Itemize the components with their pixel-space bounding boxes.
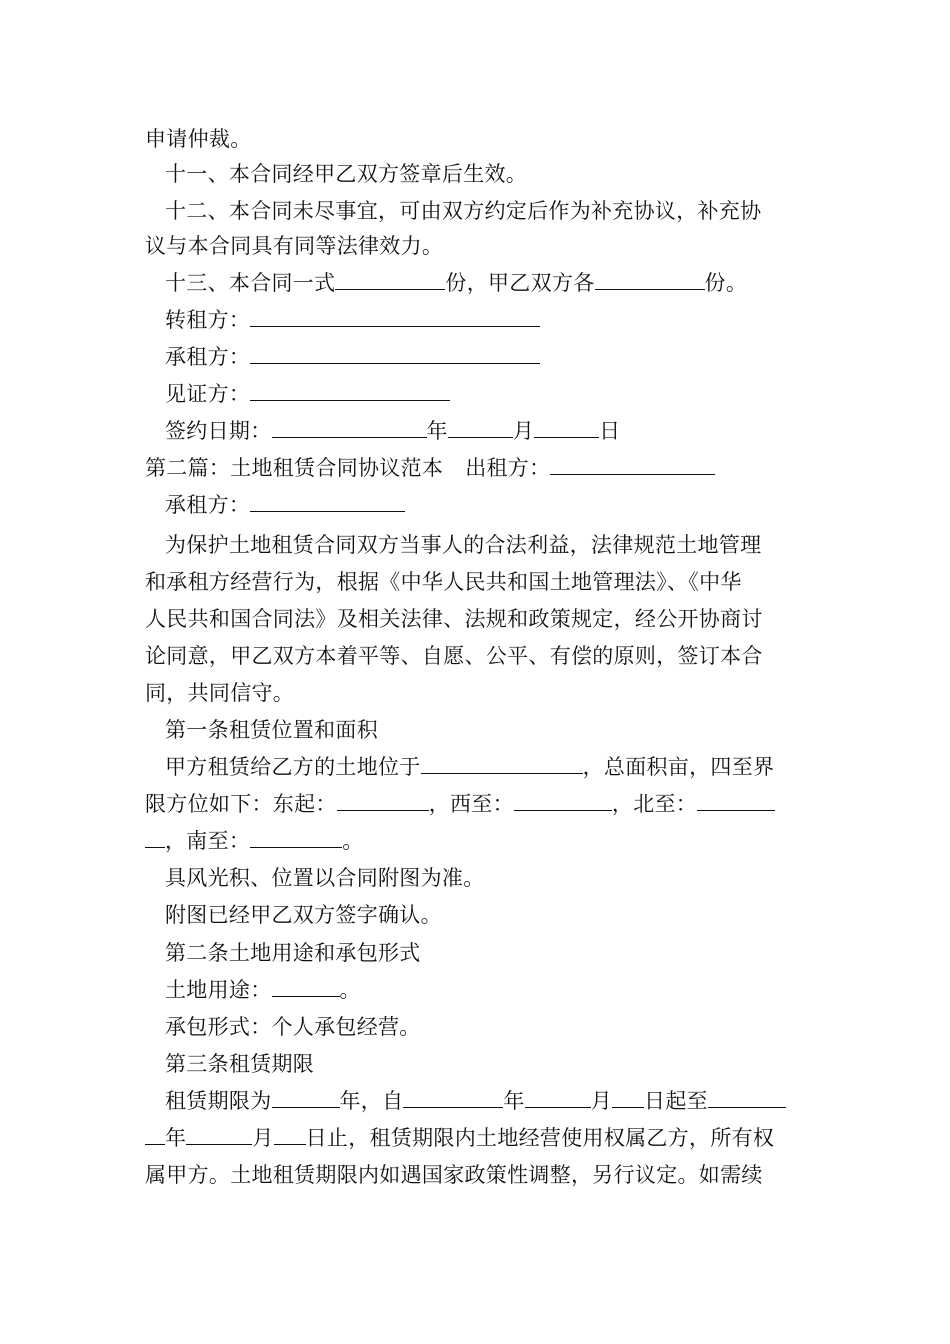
contract-form-line: 承包形式：个人承包经营。 bbox=[165, 1015, 421, 1039]
land-use-blank bbox=[272, 976, 340, 997]
boundary-line-cont bbox=[145, 826, 364, 856]
start-year-blank bbox=[403, 1087, 503, 1108]
location-line bbox=[165, 752, 774, 782]
paragraph-line: 人民共和国合同法》及相关法律、法规和政策规定，经公开协商讨 bbox=[145, 607, 763, 631]
text-segment: 份。 bbox=[704, 271, 748, 295]
text-segment: 日 bbox=[599, 419, 621, 443]
clause-11: 十一、本合同经甲乙双方签章后生效。 bbox=[165, 162, 528, 186]
year-blank bbox=[272, 417, 427, 438]
text-segment: ，总面积亩，四至界 bbox=[582, 755, 775, 779]
text-segment: 甲方租赁给乙方的土地位于 bbox=[165, 755, 421, 779]
north-blank bbox=[697, 790, 775, 811]
article-2-heading: 第二条土地用途和承包形式 bbox=[165, 941, 421, 965]
lessee-line bbox=[165, 490, 405, 520]
boundary-line bbox=[145, 789, 775, 819]
lessee-blank bbox=[250, 343, 540, 364]
paragraph-line: 属甲方。土地租赁期限内如遇国家政策性调整，另行议定。如需续 bbox=[145, 1163, 763, 1187]
text-segment: 。 bbox=[342, 829, 364, 853]
term-line bbox=[165, 1086, 786, 1116]
text-segment: 份，甲乙双方各 bbox=[445, 271, 595, 295]
term-years-blank bbox=[272, 1087, 340, 1108]
paragraph-line: 和承租方经营行为，根据《中华人民共和国土地管理法》、《中华 bbox=[145, 570, 742, 594]
article-1-heading: 第一条租赁位置和面积 bbox=[165, 718, 378, 742]
location-blank bbox=[421, 753, 583, 774]
text-segment: 租赁期限为 bbox=[165, 1089, 272, 1113]
lessee-blank bbox=[250, 491, 405, 512]
text-segment: 日止，租赁期限内土地经营使用权属乙方，所有权 bbox=[305, 1126, 775, 1150]
text-segment: 十三、本合同一式 bbox=[165, 271, 336, 295]
field-label: 签约日期： bbox=[165, 419, 272, 443]
text-segment: ，西至： bbox=[428, 792, 514, 816]
text-line: 申请仲裁。 bbox=[145, 127, 252, 151]
copies-each-blank bbox=[595, 269, 705, 290]
text-segment: 年 bbox=[426, 419, 448, 443]
text-line: 具风光积、位置以合同附图为准。 bbox=[165, 866, 485, 890]
clause-12: 十二、本合同未尽事宜，可由双方约定后作为补充协议，补充协 bbox=[165, 199, 762, 223]
text-line: 议与本合同具有同等法律效力。 bbox=[145, 234, 444, 258]
sublessor-blank bbox=[250, 306, 540, 327]
field-label: 土地用途： bbox=[165, 978, 272, 1002]
lessor-blank bbox=[550, 454, 715, 475]
field-label: 承租方： bbox=[165, 345, 251, 369]
day-blank bbox=[534, 417, 599, 438]
paragraph-line: 论同意，甲乙双方本着平等、自愿、公平、有偿的原则，签订本合 bbox=[145, 644, 763, 668]
text-line: 附图已经甲乙双方签字确认。 bbox=[165, 903, 442, 927]
text-segment: 日起至 bbox=[644, 1089, 708, 1113]
field-label: 转租方： bbox=[165, 308, 251, 332]
text-segment: 限方位如下：东起： bbox=[145, 792, 337, 816]
east-blank bbox=[337, 790, 429, 811]
paragraph-line: 为保护土地租赁合同双方当事人的合法利益，法律规范土地管理 bbox=[165, 533, 762, 557]
term-line-cont bbox=[145, 1123, 774, 1153]
section-title: 第二篇：土地租赁合同协议范本 bbox=[145, 456, 444, 480]
text-segment: 年，自 bbox=[339, 1089, 404, 1113]
text-segment: 。 bbox=[339, 978, 361, 1002]
end-day-blank bbox=[274, 1124, 306, 1145]
signing-date-line bbox=[165, 416, 620, 446]
south-blank bbox=[250, 827, 342, 848]
text-segment: 月 bbox=[512, 419, 535, 443]
end-year-blank bbox=[708, 1087, 786, 1108]
field-label: 承租方： bbox=[165, 493, 251, 517]
field-label: 出租方： bbox=[465, 456, 551, 480]
text-segment: ，南至： bbox=[165, 829, 251, 853]
copies-total-blank bbox=[335, 269, 445, 290]
sublessor-line bbox=[165, 305, 540, 335]
end-month-blank bbox=[186, 1124, 252, 1145]
clause-13 bbox=[165, 268, 747, 298]
west-blank bbox=[514, 790, 612, 811]
witness-line bbox=[165, 379, 450, 409]
part-two-heading bbox=[145, 453, 715, 483]
text-segment: 年 bbox=[503, 1089, 525, 1113]
start-day-blank bbox=[612, 1087, 644, 1108]
text-segment: 年 bbox=[165, 1126, 187, 1150]
land-use-line bbox=[165, 975, 361, 1005]
text-segment: 月 bbox=[252, 1126, 274, 1150]
text-segment: ，北至： bbox=[611, 792, 698, 816]
north-blank-cont bbox=[145, 827, 165, 848]
paragraph-line: 同，共同信守。 bbox=[145, 681, 295, 705]
lessee-line bbox=[165, 342, 540, 372]
month-blank bbox=[448, 417, 513, 438]
end-year-blank-cont bbox=[145, 1124, 165, 1145]
witness-blank bbox=[250, 380, 450, 401]
text-segment: 月 bbox=[590, 1089, 613, 1113]
field-label: 见证方： bbox=[165, 382, 251, 406]
start-month-blank bbox=[525, 1087, 591, 1108]
article-3-heading: 第三条租赁期限 bbox=[165, 1052, 315, 1076]
